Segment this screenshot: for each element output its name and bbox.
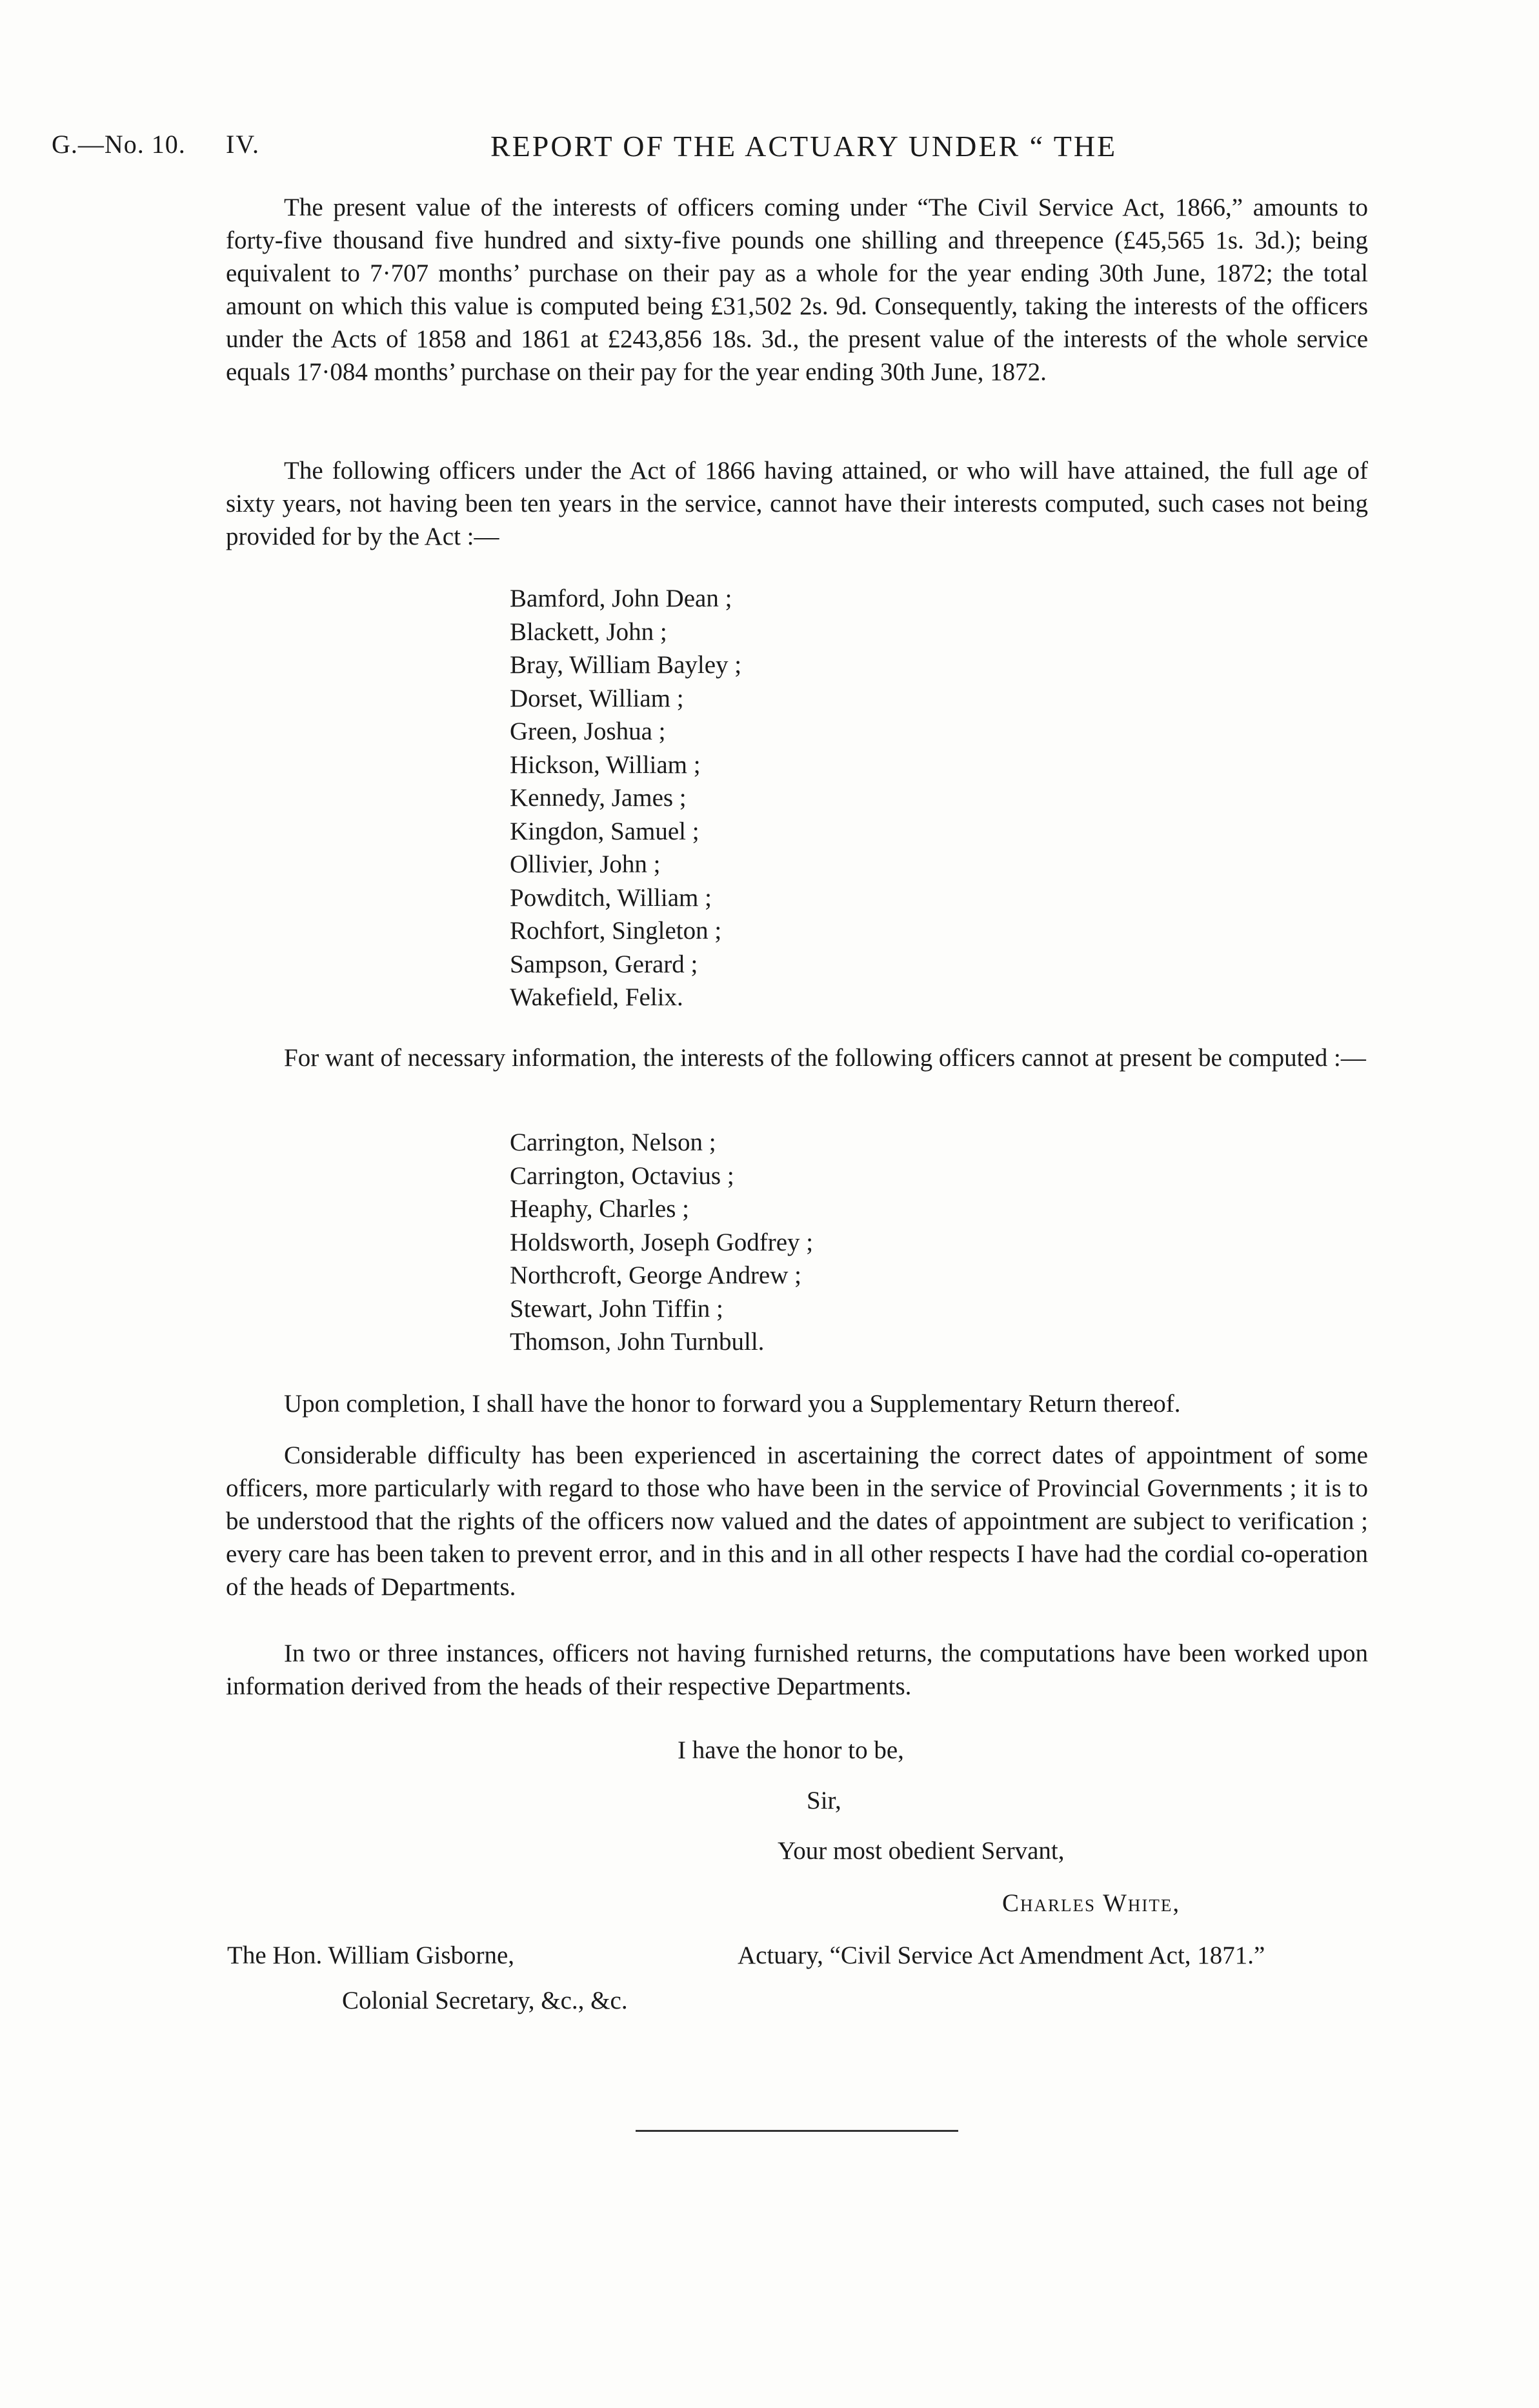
closing-salutation: Sir, xyxy=(807,1787,841,1814)
paragraph-want-of-information: For want of necessary information, the interests of the following officers cannot at present be computed :— xyxy=(284,1044,1366,1072)
list-item: Hickson, William ; xyxy=(510,750,701,779)
list-item: Kingdon, Samuel ; xyxy=(510,817,699,845)
signature-name: Charles White, xyxy=(1002,1889,1181,1917)
list-item: Sampson, Gerard ; xyxy=(510,950,698,978)
signature-title: Actuary, “Civil Service Act Amendment Act, 1871.” xyxy=(738,1941,1265,1969)
list-item: Powditch, William ; xyxy=(510,883,712,912)
paragraph-difficulty: Considerable difficulty has been experienced in ascertaining the correct dates of appointment of some officers, more particularly with regard to those who have been in the service of Provincial Governments ; it is to be understood that the rights of the officers now valued and the dates of appointment are subject to verification ; every care has been taken to prevent error, and in this and in all other respects I have had the cordial co-operation of the heads of Departments. xyxy=(226,1441,1368,1601)
list-item: Wakefield, Felix. xyxy=(510,983,683,1011)
list-officers-over-sixty xyxy=(510,582,741,1014)
paragraph-over-sixty: The following officers under the Act of 1866 having attained, or who will have attained, the full age of sixty years, not having been ten years in the service, cannot have their interests computed, such cases not being provided for by the Act :— xyxy=(226,457,1368,550)
paragraph-present-value: The present value of the interests of officers coming under “The Civil Service Act, 1866,” amounts to forty-five thousand five hundred and sixty-five pounds one shilling and threepence (£45,565 1s. 3d.); being equivalent to 7·707 months’ purchase on their pay as a whole for the year ending 30th June, 1872; the total amount on which this value is computed being £31,502 2s. 9d. Consequently, taking the interests of the officers under the Acts of 1858 and 1861 at £243,856 18s. 3d., the present value of the interests of the whole service equals 17·084 months’ purchase on their pay for the year ending 30th June, 1872. xyxy=(226,194,1368,386)
closing-rule xyxy=(636,2130,958,2132)
list-item: Rochfort, Singleton ; xyxy=(510,917,722,945)
list-item: Thomson, John Turnbull. xyxy=(510,1328,765,1356)
addressee-name: The Hon. William Gisborne, xyxy=(227,1941,515,1969)
closing-honor: I have the honor to be, xyxy=(678,1736,904,1764)
running-header xyxy=(52,129,1420,168)
list-item: Stewart, John Tiffin ; xyxy=(510,1294,723,1323)
list-item: Northcroft, George Andrew ; xyxy=(510,1261,801,1289)
list-item: Green, Joshua ; xyxy=(510,717,666,745)
paper-reference: G.—No. 10. xyxy=(52,130,186,159)
paragraph-instances: In two or three instances, officers not having furnished returns, the computations have been worked upon information derived from the heads of their respective Departments. xyxy=(226,1640,1368,1700)
list-item: Blackett, John ; xyxy=(510,617,667,646)
running-title: REPORT OF THE ACTUARY UNDER “ THE xyxy=(490,130,1118,163)
list-item: Bamford, John Dean ; xyxy=(510,585,732,612)
list-item: Carrington, Octavius ; xyxy=(510,1161,734,1190)
list-item: Dorset, William ; xyxy=(510,684,684,712)
list-item: Ollivier, John ; xyxy=(510,850,661,878)
list-item: Holdsworth, Joseph Godfrey ; xyxy=(510,1228,814,1256)
list-item: Bray, William Bayley ; xyxy=(510,651,742,679)
closing-servant: Your most obedient Servant, xyxy=(778,1837,1065,1865)
page-number: IV. xyxy=(226,130,261,159)
list-item: Heaphy, Charles ; xyxy=(510,1195,689,1223)
paragraph-supplementary-return: Upon completion, I shall have the honor to forward you a Supplementary Return thereof. xyxy=(284,1390,1181,1418)
list-item: Carrington, Nelson ; xyxy=(510,1129,716,1156)
list-officers-pending xyxy=(510,1126,813,1359)
list-item: Kennedy, James ; xyxy=(510,784,687,812)
addressee-office: Colonial Secretary, &c., &c. xyxy=(342,1987,628,2014)
